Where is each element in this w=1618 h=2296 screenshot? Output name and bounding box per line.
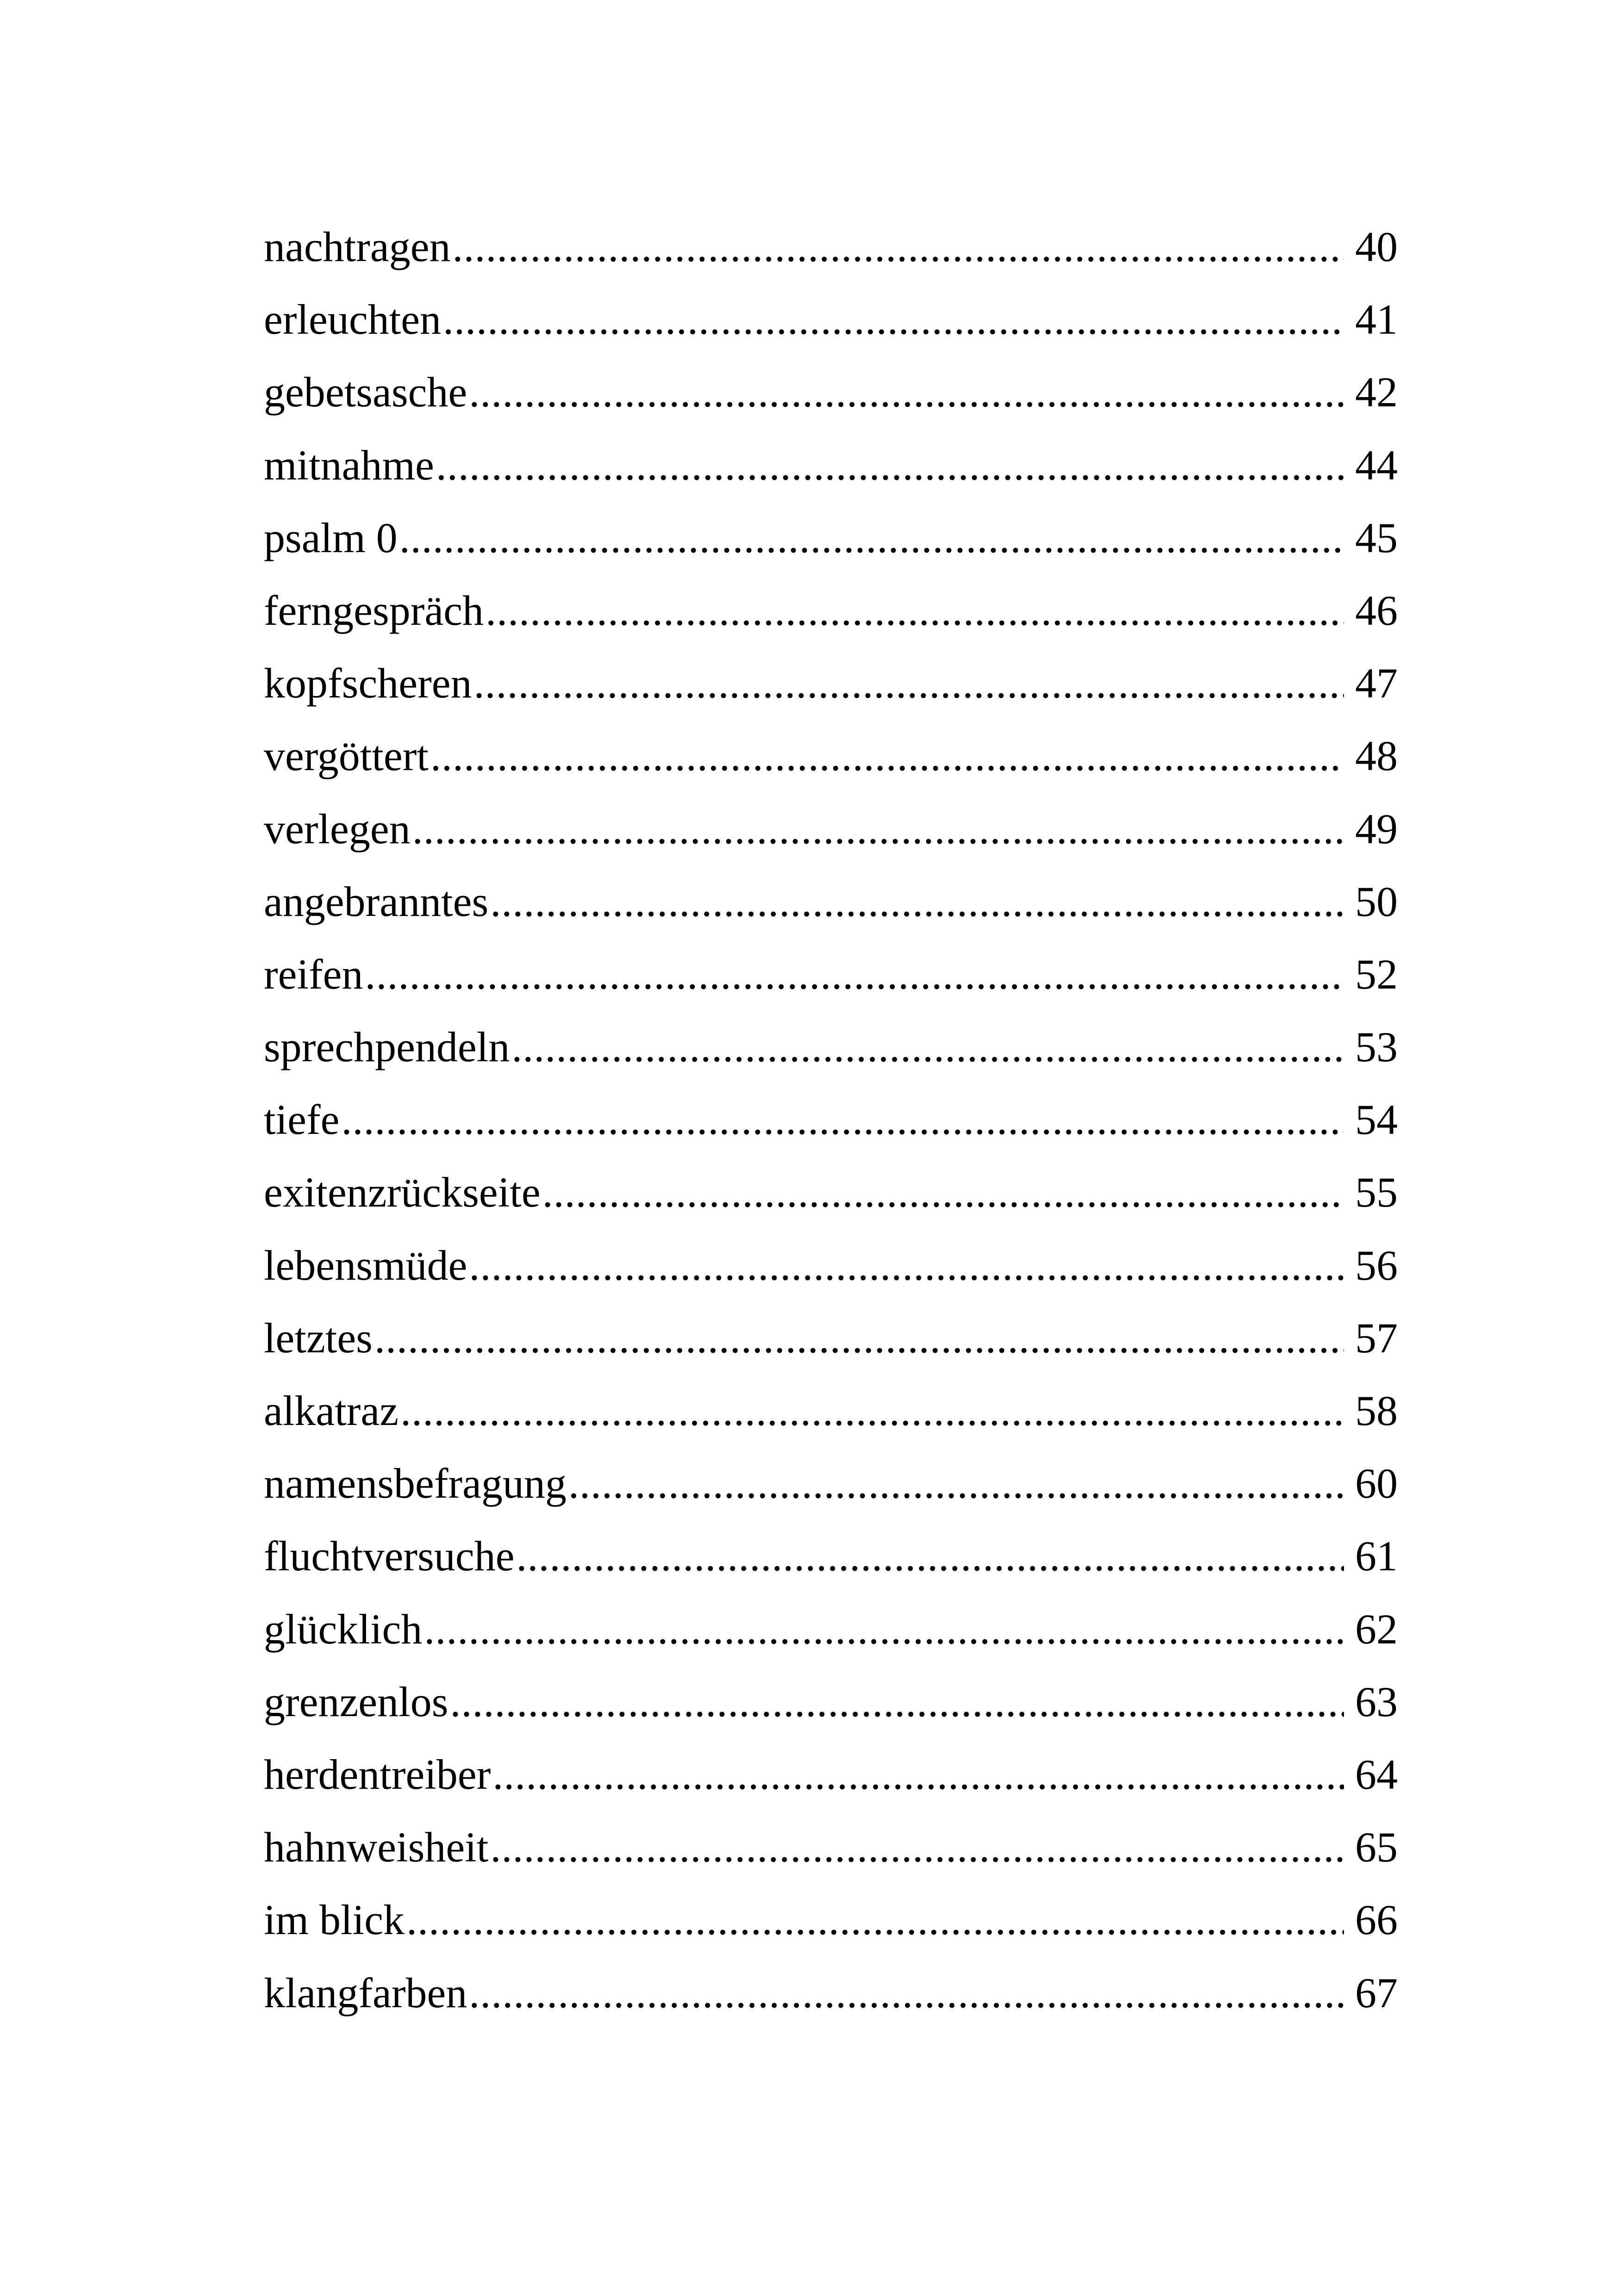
toc-entry-page-number: 58 [1355,1387,1398,1434]
toc-entry [264,1738,1398,1811]
toc-entry-page-number: 49 [1355,805,1398,852]
toc-entry [264,938,1398,1011]
toc-entry [264,1229,1398,1302]
toc-dot-leader [474,647,1344,720]
toc-entry-page-number: 55 [1355,1169,1398,1216]
toc-entry-title: mitnahme [264,441,434,489]
toc-entry-page-number: 42 [1355,368,1398,416]
toc-entry-page-number: 40 [1355,223,1398,270]
toc-entry-page-number: 47 [1355,660,1398,707]
toc-entry [264,1011,1398,1083]
toc-entry [264,793,1398,865]
toc-entry-title: nachtragen [264,223,451,270]
toc-entry-page-number: 56 [1355,1241,1398,1289]
toc-entry [264,1884,1398,1956]
toc-entry-title: angebranntes [264,877,489,925]
toc-dot-leader [517,1520,1344,1593]
toc-entry [264,1957,1398,2029]
toc-dot-leader [485,574,1344,647]
toc-entry-title: herdentreiber [264,1750,491,1798]
toc-entry-title: alkatraz [264,1387,399,1434]
toc-dot-leader [406,1884,1344,1956]
toc-entry-page-number: 61 [1355,1532,1398,1580]
toc-dot-leader [450,1666,1344,1738]
toc-entry [264,1083,1398,1156]
toc-entry-page-number: 65 [1355,1823,1398,1871]
toc-entry [264,356,1398,429]
toc-entry [264,1375,1398,1447]
toc-dot-leader [412,793,1344,865]
toc-entry [264,1811,1398,1884]
toc-entry-page-number: 64 [1355,1750,1398,1798]
toc-dot-leader [399,502,1344,574]
toc-dot-leader [469,1957,1344,2029]
toc-entry-page-number: 53 [1355,1023,1398,1071]
toc-entry [264,283,1398,356]
toc-dot-leader [424,1593,1344,1666]
table-of-contents [264,211,1398,2029]
toc-entry-title: sprechpendeln [264,1023,510,1071]
toc-entry-page-number: 46 [1355,586,1398,634]
toc-entry [264,574,1398,647]
toc-dot-leader [430,720,1344,792]
toc-entry-title: verlegen [264,805,411,852]
toc-entry-page-number: 57 [1355,1314,1398,1362]
toc-dot-leader [511,1011,1344,1083]
toc-entry-title: namensbefragung [264,1460,566,1507]
toc-entry-page-number: 41 [1355,296,1398,343]
toc-entry-page-number: 48 [1355,732,1398,780]
toc-entry-title: hahnweisheit [264,1823,489,1871]
toc-entry-page-number: 54 [1355,1096,1398,1144]
toc-entry [264,429,1398,502]
toc-entry [264,211,1398,283]
toc-entry-title: vergöttert [264,732,429,780]
toc-dot-leader [341,1083,1344,1156]
toc-entry-page-number: 67 [1355,1969,1398,2016]
toc-entry-title: im blick [264,1896,405,1944]
toc-entry-page-number: 63 [1355,1678,1398,1725]
toc-entry-page-number: 60 [1355,1460,1398,1507]
toc-entry-title: grenzenlos [264,1678,448,1725]
toc-entry-page-number: 66 [1355,1896,1398,1944]
toc-entry [264,647,1398,720]
toc-entry-title: gebetsasche [264,368,467,416]
toc-entry [264,1447,1398,1520]
toc-entry [264,1593,1398,1666]
toc-entry [264,865,1398,938]
toc-entry-title: kopfscheren [264,660,472,707]
toc-entry [264,1666,1398,1738]
toc-dot-leader [490,865,1344,938]
toc-entry-page-number: 44 [1355,441,1398,489]
toc-entry-title: tiefe [264,1096,340,1144]
toc-dot-leader [469,356,1344,429]
toc-dot-leader [542,1156,1344,1229]
toc-entry-title: psalm 0 [264,514,398,561]
toc-entry-page-number: 62 [1355,1605,1398,1653]
toc-dot-leader [568,1447,1344,1520]
toc-entry-title: letztes [264,1314,373,1362]
toc-dot-leader [374,1302,1344,1375]
toc-entry [264,1302,1398,1375]
toc-entry-title: fluchtversuche [264,1532,515,1580]
toc-entry-title: lebensmüde [264,1241,467,1289]
toc-dot-leader [400,1375,1344,1447]
toc-entry-title: erleuchten [264,296,442,343]
toc-dot-leader [436,429,1344,502]
toc-entry-title: reifen [264,950,363,998]
toc-entry-title: klangfarben [264,1969,467,2016]
toc-dot-leader [490,1811,1344,1884]
toc-dot-leader [365,938,1344,1011]
toc-entry [264,1156,1398,1229]
toc-dot-leader [469,1229,1344,1302]
toc-entry-page-number: 52 [1355,950,1398,998]
toc-entry-title: ferngespräch [264,586,484,634]
toc-dot-leader [453,211,1344,283]
toc-entry [264,502,1398,574]
toc-entry [264,1520,1398,1593]
toc-dot-leader [443,283,1344,356]
toc-entry-title: exitenzrückseite [264,1169,541,1216]
toc-entry-page-number: 45 [1355,514,1398,561]
toc-entry [264,720,1398,792]
toc-dot-leader [492,1738,1344,1811]
toc-entry-page-number: 50 [1355,877,1398,925]
toc-entry-title: glücklich [264,1605,423,1653]
